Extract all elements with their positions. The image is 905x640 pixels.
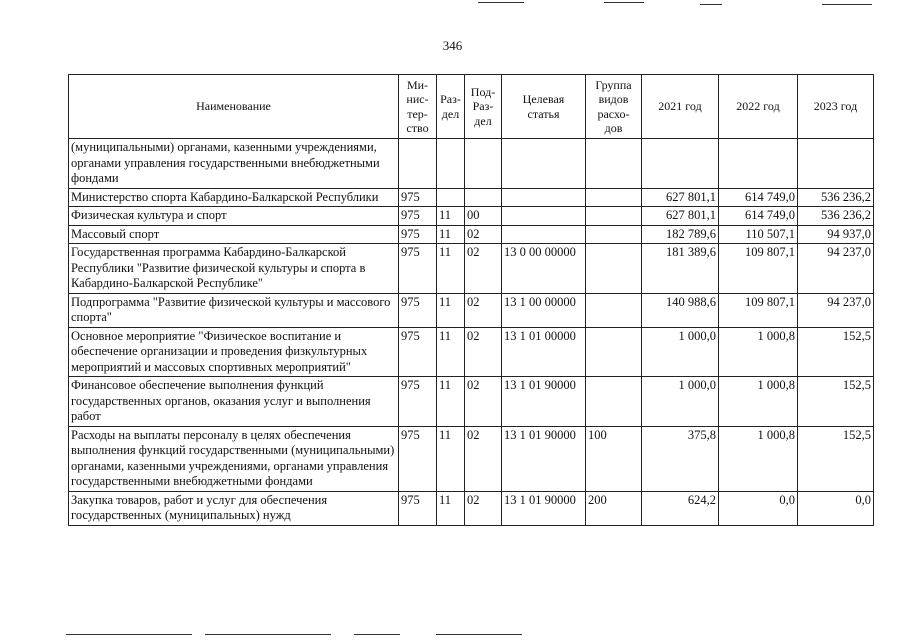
cell-y2022: 109 807,1 — [719, 293, 798, 327]
cell-ministry: 975 — [399, 244, 437, 294]
cell-section: 11 — [437, 377, 465, 427]
cell-target — [502, 139, 586, 189]
cell-y2021: 1 000,0 — [642, 377, 719, 427]
cell-ministry: 975 — [399, 188, 437, 207]
cell-subsection: 02 — [465, 327, 502, 377]
cell-ministry: 975 — [399, 426, 437, 491]
cell-subsection: 02 — [465, 377, 502, 427]
cell-y2022 — [719, 139, 798, 189]
cell-y2023: 94 237,0 — [798, 293, 874, 327]
cell-target: 13 1 01 00000 — [502, 327, 586, 377]
cell-y2022: 614 749,0 — [719, 207, 798, 226]
table-row — [69, 293, 874, 327]
cell-name: Государственная программа Кабардино-Балкарской Республики "Развитие физической культуры и спорта в Кабардино-Балкарской Республике" — [69, 244, 399, 294]
cell-y2021: 182 789,6 — [642, 225, 719, 244]
cell-section: 11 — [437, 426, 465, 491]
cell-y2022: 1 000,8 — [719, 327, 798, 377]
cell-expense-group: 200 — [586, 491, 642, 525]
cell-subsection — [465, 139, 502, 189]
header-ministry: Ми- нис- тер- ство — [399, 75, 437, 139]
cell-target — [502, 188, 586, 207]
cell-section: 11 — [437, 491, 465, 525]
cell-y2022: 614 749,0 — [719, 188, 798, 207]
cell-target — [502, 207, 586, 226]
cell-ministry: 975 — [399, 293, 437, 327]
cell-y2021: 627 801,1 — [642, 188, 719, 207]
header-2022: 2022 год — [719, 75, 798, 139]
cell-y2021: 1 000,0 — [642, 327, 719, 377]
table-row — [69, 207, 874, 226]
cell-target — [502, 225, 586, 244]
cell-name: Расходы на выплаты персоналу в целях обеспечения выполнения функций государственными (муниципальными) органами, казенными учреждениями, органами управления государственными внебюджетными фондами — [69, 426, 399, 491]
cell-ministry: 975 — [399, 377, 437, 427]
cell-y2023 — [798, 139, 874, 189]
cell-name: Массовый спорт — [69, 225, 399, 244]
scan-artifact-line — [700, 4, 722, 5]
cell-expense-group — [586, 188, 642, 207]
cell-expense-group — [586, 139, 642, 189]
cell-ministry: 975 — [399, 491, 437, 525]
cell-expense-group — [586, 327, 642, 377]
table-body — [69, 139, 874, 526]
cell-subsection: 02 — [465, 426, 502, 491]
cell-name: Финансовое обеспечение выполнения функций государственных органов, оказания услуг и выполнения работ — [69, 377, 399, 427]
cell-y2021: 375,8 — [642, 426, 719, 491]
cell-y2023: 536 236,2 — [798, 188, 874, 207]
scan-artifact-line — [822, 4, 872, 5]
header-target-article: Целевая статья — [502, 75, 586, 139]
cell-expense-group: 100 — [586, 426, 642, 491]
cell-expense-group — [586, 207, 642, 226]
cell-name: Закупка товаров, работ и услуг для обеспечения государственных (муниципальных) нужд — [69, 491, 399, 525]
cell-subsection — [465, 188, 502, 207]
cell-section — [437, 139, 465, 189]
cell-name: Физическая культура и спорт — [69, 207, 399, 226]
cell-target: 13 1 01 90000 — [502, 377, 586, 427]
cell-subsection: 00 — [465, 207, 502, 226]
table-row — [69, 491, 874, 525]
header-section: Раз- дел — [437, 75, 465, 139]
cell-expense-group — [586, 225, 642, 244]
table-row — [69, 327, 874, 377]
table-row — [69, 426, 874, 491]
header-name: Наименование — [69, 75, 399, 139]
cell-y2023: 0,0 — [798, 491, 874, 525]
cell-target: 13 0 00 00000 — [502, 244, 586, 294]
header-2021: 2021 год — [642, 75, 719, 139]
cell-y2023: 94 237,0 — [798, 244, 874, 294]
cell-target: 13 1 00 00000 — [502, 293, 586, 327]
cell-y2021: 624,2 — [642, 491, 719, 525]
cell-y2023: 152,5 — [798, 377, 874, 427]
cell-ministry: 975 — [399, 225, 437, 244]
cell-expense-group — [586, 244, 642, 294]
cell-y2023: 152,5 — [798, 327, 874, 377]
cell-ministry: 975 — [399, 327, 437, 377]
cell-name: (муниципальными) органами, казенными учреждениями, органами управления государственными внебюджетными фондами — [69, 139, 399, 189]
cell-ministry — [399, 139, 437, 189]
cell-subsection: 02 — [465, 491, 502, 525]
cell-name: Основное мероприятие "Физическое воспитание и обеспечение организации и проведения физкультурных мероприятий и массовых спортивных мероприятий" — [69, 327, 399, 377]
cell-section: 11 — [437, 244, 465, 294]
table-row — [69, 139, 874, 189]
cell-section: 11 — [437, 225, 465, 244]
scan-artifact-line — [436, 634, 522, 635]
cell-section — [437, 188, 465, 207]
cell-subsection: 02 — [465, 225, 502, 244]
table-row — [69, 244, 874, 294]
header-expense-group: Группа видов расхо- дов — [586, 75, 642, 139]
header-subsection: Под- Раз- дел — [465, 75, 502, 139]
budget-table — [68, 74, 874, 526]
page-number: 346 — [442, 38, 463, 53]
cell-y2022: 1 000,8 — [719, 426, 798, 491]
cell-expense-group — [586, 377, 642, 427]
cell-target: 13 1 01 90000 — [502, 491, 586, 525]
scan-artifact-line — [66, 634, 192, 635]
cell-section: 11 — [437, 293, 465, 327]
cell-y2021: 627 801,1 — [642, 207, 719, 226]
cell-section: 11 — [437, 327, 465, 377]
cell-y2022: 1 000,8 — [719, 377, 798, 427]
cell-section: 11 — [437, 207, 465, 226]
cell-y2022: 0,0 — [719, 491, 798, 525]
table-row — [69, 188, 874, 207]
cell-name: Подпрограмма "Развитие физической культуры и массового спорта" — [69, 293, 399, 327]
cell-y2023: 152,5 — [798, 426, 874, 491]
cell-y2022: 109 807,1 — [719, 244, 798, 294]
scan-artifact-line — [205, 634, 331, 635]
header-2023: 2023 год — [798, 75, 874, 139]
cell-y2021: 181 389,6 — [642, 244, 719, 294]
scan-artifact-line — [604, 2, 644, 3]
cell-target: 13 1 01 90000 — [502, 426, 586, 491]
cell-y2023: 94 937,0 — [798, 225, 874, 244]
cell-subsection: 02 — [465, 293, 502, 327]
cell-y2022: 110 507,1 — [719, 225, 798, 244]
cell-subsection: 02 — [465, 244, 502, 294]
cell-name: Министерство спорта Кабардино-Балкарской Республики — [69, 188, 399, 207]
cell-y2021: 140 988,6 — [642, 293, 719, 327]
cell-y2023: 536 236,2 — [798, 207, 874, 226]
cell-expense-group — [586, 293, 642, 327]
cell-y2021 — [642, 139, 719, 189]
cell-ministry: 975 — [399, 207, 437, 226]
scan-artifact-line — [354, 634, 400, 635]
table-row — [69, 225, 874, 244]
scan-artifact-line — [478, 2, 524, 3]
table-header-row — [69, 75, 874, 139]
table-row — [69, 377, 874, 427]
